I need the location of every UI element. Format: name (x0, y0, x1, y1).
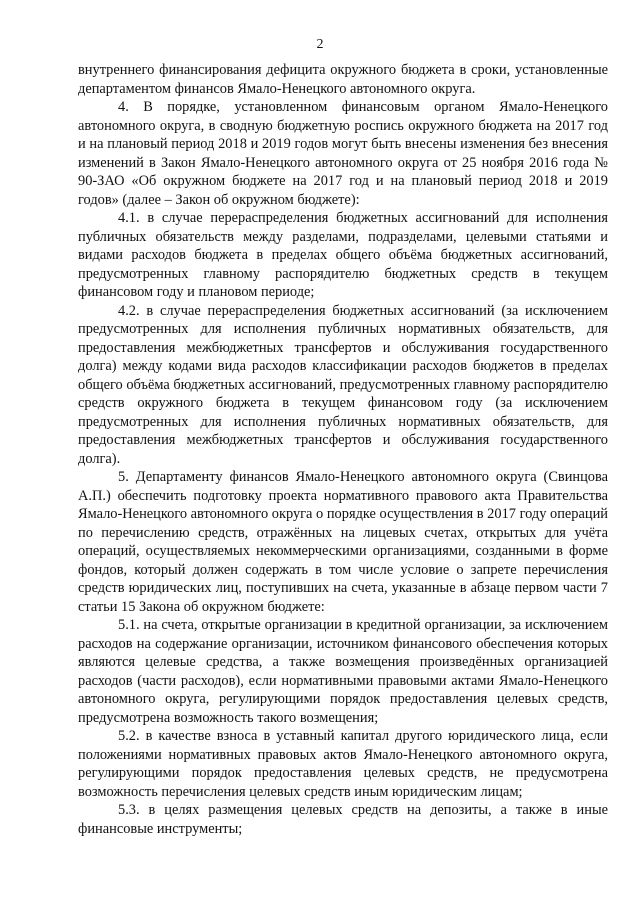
paragraph-4: 4. В порядке, установленном финансовым органом Ямало-Ненецкого автономного округа, в сводную бюджетную роспись окружного бюджета на 2017 год и на плановый период 2018 и 2019 годов могут быть внесены изменения без внесения изменений в Закон Ямало-Ненецкого автономного округа от 25 ноября 2016 года № 90-ЗАО «Об окружном бюджете на 2017 год и на плановый период 2018 и 2019 годов» (далее – Закон об окружном бюджете): (78, 99, 608, 208)
page-number: 2 (316, 37, 324, 52)
paragraph-5: 5. Департаменту финансов Ямало-Ненецкого автономного округа (Свинцова А.П.) обеспечить подготовку проекта нормативного правового акта Правительства Ямало-Ненецкого автономного округа о порядке осуществления в 2017 году операций по перечислению средств, отражённых на лицевых счетах, открытых для учёта операций, осуществляемых некоммерческими организациями, созданными в форме фондов, который должен содержать в том числе условие о запрете перечисления средств юридических лиц, поступивших на счета, указанные в абзаце первом части 7 статьи 15 Закона об окружном бюджете: (78, 469, 608, 615)
paragraph-4-1: 4.1. в случае перераспределения бюджетных ассигнований для исполнения публичных обязательств между разделами, подразделами, целевыми статьями и видами расходов бюджета в пределах общего объёма бюджетных ассигнований, предусмотренных главному распорядителю бюджетных средств в текущем финансовом году и плановом периоде; (78, 210, 608, 300)
paragraph-5-1: 5.1. на счета, открытые организации в кредитной организации, за исключением расходов на содержание организации, источником финансового обеспечения которых являются целевые средства, а также возмещения произведённых организацией расходов (части расходов), если нормативными правовыми актами Ямало-Ненецкого автономного округа, регулирующими порядок предоставления целевых средств, предусмотрена возможность такого возмещения; (78, 617, 608, 726)
paragraph-5-3: 5.3. в целях размещения целевых средств на депозиты, а также в иные финансовые инструменты; (78, 802, 608, 837)
paragraph-4-2: 4.2. в случае перераспределения бюджетных ассигнований (за исключением предусмотренных для исполнения публичных нормативных обязательств, для предоставления межбюджетных трансфертов и обслуживания государственного долга) между кодами вида расходов классификации расходов бюджетов в пределах общего объёма бюджетных ассигнований, предусмотренных главному распорядителю средств окружного бюджета в текущем финансовом году (за исключением предусмотренных для исполнения публичных нормативных обязательств, для предоставления межбюджетных трансфертов и обслуживания государственного долга). (78, 302, 608, 467)
document-body (78, 61, 608, 838)
paragraph-continuation: внутреннего финансирования дефицита окружного бюджета в сроки, установленные департаментом финансов Ямало-Ненецкого автономного округа. (78, 62, 608, 97)
paragraph-5-2: 5.2. в качестве взноса в уставный капитал другого юридического лица, если положениями нормативных правовых актов Ямало-Ненецкого автономного округа, регулирующими порядок предоставления целевых средств, не предусмотрена возможность перечисления целевых средств иным юридическим лицам; (78, 728, 608, 800)
